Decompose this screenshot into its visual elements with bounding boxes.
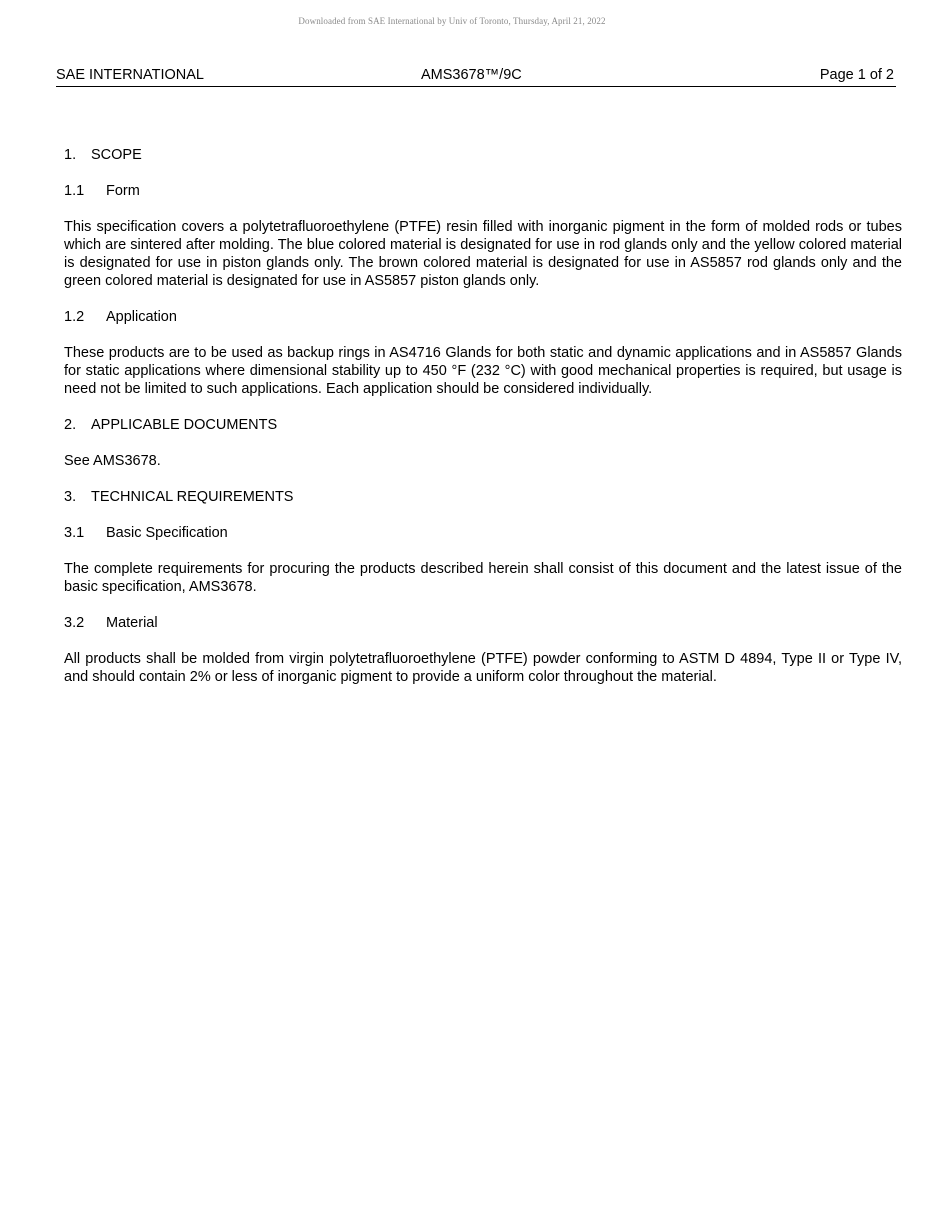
section-3-1-heading — [64, 524, 902, 542]
section-1-2-paragraph: These products are to be used as backup rings in AS4716 Glands for both static and dynamic applications and in AS5857 Glands for static applications where dimensional stability up to 450 °F (232 °C) with good mechanical properties is required, but usage is need not be limited to such applications. Each application should be considered individually. — [64, 345, 902, 397]
section-1-1-heading — [64, 182, 902, 200]
download-watermark: Downloaded from SAE International by Univ of Toronto, Thursday, April 21, 2022 — [298, 16, 606, 26]
section-3-2-paragraph: All products shall be molded from virgin polytetrafluoroethylene (PTFE) powder conforming to ASTM D 4894, Type II or Type IV, and should contain 2% or less of inorganic pigment to provide a uniform color throughout the material. — [64, 651, 902, 685]
section-title: Material — [106, 615, 158, 631]
section-3-1-paragraph: The complete requirements for procuring the products described herein shall consist of this document and the latest issue of the basic specification, AMS3678. — [64, 561, 902, 595]
section-3-2-heading — [64, 614, 902, 632]
document-body — [64, 146, 902, 704]
section-1-1-paragraph: This specification covers a polytetrafluoroethylene (PTFE) resin filled with inorganic pigment in the form of molded rods or tubes which are sintered after molding. The blue colored material is designated for use in rod glands only and the yellow colored material is designated for use in piston glands only. The brown colored material is designated for use in AS5857 rod glands only and the green colored material is designated for use in AS5857 piston glands only. — [64, 219, 902, 289]
section-number: 3.1 — [64, 525, 85, 541]
header-page-number: Page 1 of 2 — [819, 67, 894, 83]
section-1-2-heading — [64, 308, 902, 326]
section-number: 3. — [64, 489, 77, 505]
header-organization: SAE INTERNATIONAL — [56, 67, 204, 83]
section-number: 1.1 — [64, 183, 85, 199]
header-document-id: AMS3678™/9C — [421, 67, 522, 83]
section-number: 3.2 — [64, 615, 85, 631]
page-header — [56, 66, 896, 87]
section-3-heading — [64, 488, 902, 506]
section-number: 2. — [64, 417, 77, 433]
section-title: SCOPE — [91, 147, 142, 163]
section-2-heading — [64, 416, 902, 434]
section-title: APPLICABLE DOCUMENTS — [91, 417, 278, 433]
section-title: Application — [106, 309, 177, 325]
section-1-heading — [64, 146, 902, 164]
section-number: 1. — [64, 147, 77, 163]
section-title: Form — [106, 183, 140, 199]
section-number: 1.2 — [64, 309, 85, 325]
section-2-paragraph: See AMS3678. — [64, 453, 161, 469]
section-title: TECHNICAL REQUIREMENTS — [91, 489, 294, 505]
section-title: Basic Specification — [106, 525, 228, 541]
